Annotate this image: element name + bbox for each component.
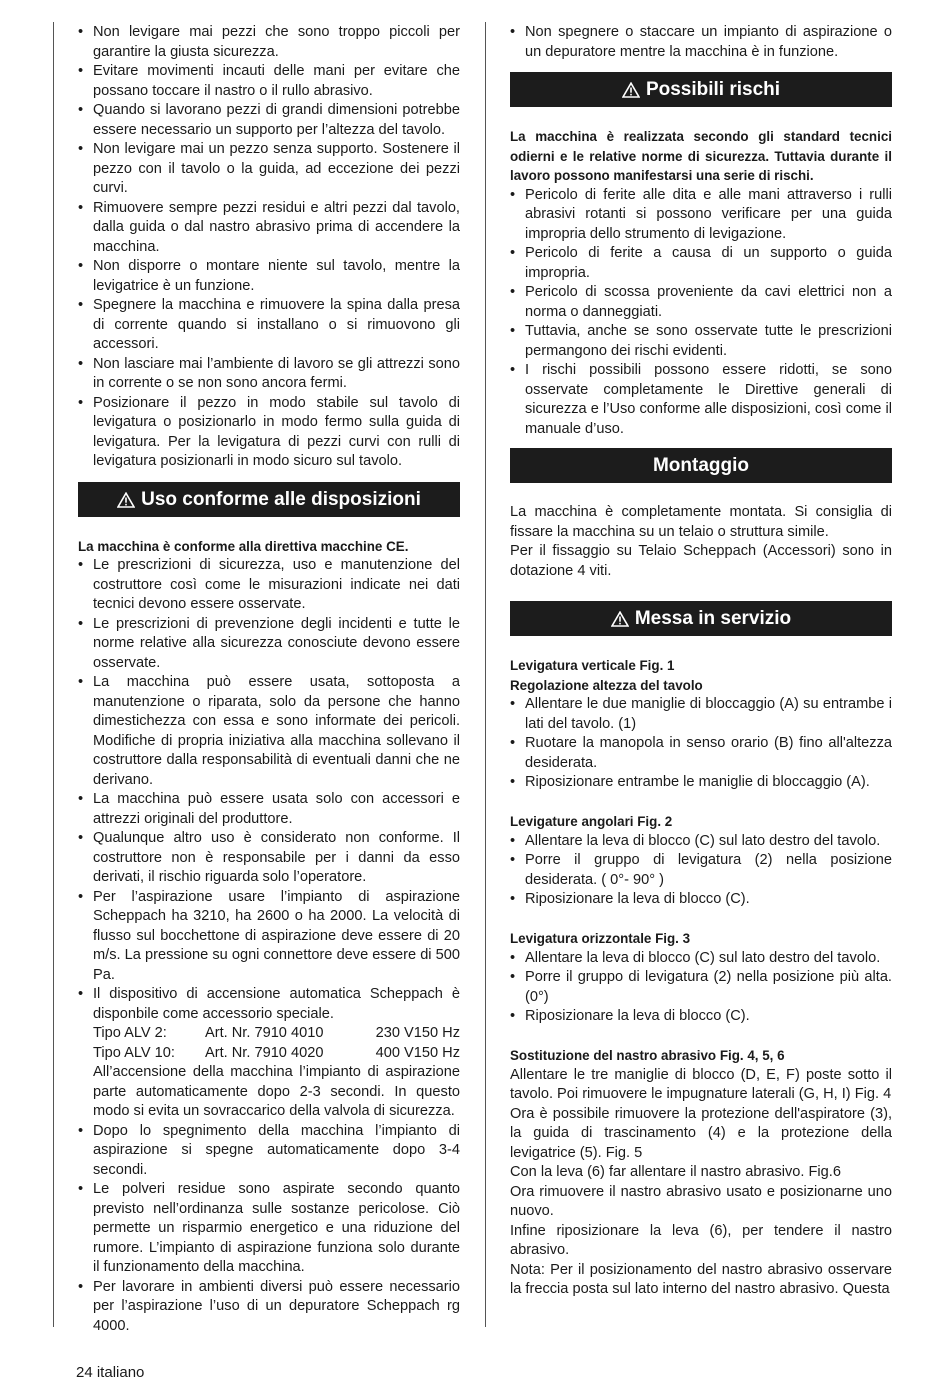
list-item: • Tuttavia, anche se sono osservate tutte le prescrizioni permangono dei rischi evidenti. (510, 322, 892, 361)
heading-uso-conforme (78, 482, 460, 517)
sostituzione-paragraph: Allentare le tre maniglie di blocco (D, E, F) poste sotto il tavolo. Poi rimuovere le impugnature laterali (G, H, I) Fig. 4 (510, 1066, 892, 1102)
list-item: • Allentare le due maniglie di bloccaggio (A) su entrambe i lati del tavolo. (1) (510, 695, 892, 734)
list-item: • Non lasciare mai l’ambiente di lavoro se gli attrezzi sono in corrente o se non sono ancora fermi. (78, 355, 460, 394)
safety-bullet-list (78, 23, 460, 472)
list-item: • Non spegnere o staccare un impianto di aspirazione o un depuratore mentre la macchina è in funzione. (510, 23, 892, 62)
warning-icon (611, 611, 629, 627)
heading-text: Messa in servizio (634, 608, 792, 629)
list-item: • Riposizionare la leva di blocco (C). (510, 1007, 892, 1027)
subsection-title: Levigatura verticale Fig. 1 (510, 658, 675, 673)
vertical-steps (510, 695, 892, 793)
column-rule-middle (485, 22, 486, 1327)
tipo-art: Art. Nr. 7910 4020 (205, 1044, 324, 1061)
list-item: • Evitare movimenti incauti delle mani per evitare che possano toccare il nastro o il rullo abrasivo. (78, 62, 460, 101)
list-item: • Le prescrizioni di sicurezza, uso e manutenzione del costruttore così come le misurazioni indicate nei dati tecnici devono essere osservate. (78, 556, 460, 615)
list-item: • Qualunque altro uso è considerato non conforme. Il costruttore non è responsabile per i danni da esso derivati, il rischio riguarda solo l’operatore. (78, 829, 460, 888)
list-item: • Ruotare la manopola in senso orario (B) fino all'altezza desiderata. (510, 734, 892, 773)
tipo-volt: 400 V150 Hz (375, 1044, 460, 1061)
list-item: • Per lavorare in ambienti diversi può essere necessario per l’aspirazione l’uso di un depuratore Scheppach rg 4000. (78, 1278, 460, 1337)
list-item (78, 985, 460, 1122)
sostituzione-paragraph: Con la leva (6) far allentare il nastro abrasivo. Fig.6 (510, 1164, 841, 1180)
heading-text: Possibili rischi (645, 79, 781, 100)
list-item: • Pericolo di ferite a causa di un supporto o guida impropria. (510, 244, 892, 283)
horizontal-steps (510, 949, 892, 1027)
list-item: • Spegnere la macchina e rimuovere la spina dalla presa di corrente quando si installano o si rimuovono gli accessori. (78, 296, 460, 355)
subsection-title: Levigatura orizzontale Fig. 3 (510, 931, 691, 946)
sostituzione-paragraph: Ora rimuovere il nastro abrasivo usato e posizionarne uno nuovo. (510, 1183, 892, 1219)
angular-steps (510, 832, 892, 910)
page-footer: 24 italiano (76, 1364, 145, 1381)
list-item: • Non levigare mai un pezzo senza supporto. Sostenere il pezzo con il tavolo o la guida, ad eccezione dei pezzi curvi. (78, 140, 460, 199)
list-item: • I rischi possibili possono essere ridotti, se sono osservate completamente le Direttive generali di sicurezza e l’Uso conforme alle disposizioni, così come il manuale d’uso. (510, 361, 892, 439)
list-item: • Non disporre o montare niente sul tavolo, mentre la levigatrice è un funzione. (78, 257, 460, 296)
tipo-name: Tipo ALV 2: (93, 1025, 167, 1041)
list-item: • Per l’aspirazione usare l’impianto di aspirazione Scheppach ha 3210, ha 2600 o ha 2000. La velocità di flusso sul bocchettone di aspirazione deve essere di 20 m/s. La pressione su ogni connettore deve essere di 500 Pa. (78, 888, 460, 986)
rischi-intro: La macchina è realizzata secondo gli standard tecnici odierni e le relative norme di sicurezza. Tuttavia durante il lavoro possono manifestarsi una serie di rischi. (510, 129, 892, 183)
montaggio-paragraph: Per il fissaggio su Telaio Scheppach (Accessori) sono in dotazione 4 viti. (510, 543, 892, 579)
list-item: • Dopo lo spegnimento della macchina l’impianto di aspirazione si spegne automaticamente dopo 3-4 secondi. (78, 1122, 460, 1181)
top-bullet-list (510, 23, 892, 62)
subsection-title: Levigature angolari Fig. 2 (510, 814, 673, 829)
list-item: • Pericolo di ferite alle dita e alle mani attraverso i rulli abrasivi rotanti si possono verificare per una guida impropria dello strumento di levigazione. (510, 186, 892, 245)
tipo-art: Art. Nr. 7910 4010 (205, 1025, 324, 1041)
list-item: • Allentare la leva di blocco (C) sul lato destro del tavolo. (510, 949, 892, 969)
list-item: • Allentare la leva di blocco (C) sul lato destro del tavolo. (510, 832, 892, 852)
left-column (78, 23, 460, 1336)
rischi-bullet-list (510, 186, 892, 440)
sostituzione-paragraph: Ora è possibile rimuovere la protezione dell'aspiratore (3), la guida di trascinamento (4) e la protezione della levigatrice (5). Fig. 5 (510, 1105, 892, 1161)
list-item: • Riposizionare entrambe le maniglie di bloccaggio (A). (510, 773, 892, 793)
column-rule-left (53, 22, 54, 1327)
accensione-after: All’accensione della macchina l’impianto di aspirazione parte automaticamente dopo 2-3 secondi. In questo modo si evita un sovraccarico della valvola di sicurezza. (93, 1064, 460, 1119)
tipo-volt: 230 V150 Hz (375, 1025, 460, 1041)
accensione-text: • Il dispositivo di accensione automatica Scheppach è disponbile come accessorio speciale. (93, 986, 460, 1022)
sostituzione-paragraph: Infine riposizionare la leva (6), per tendere il nastro abrasivo. (510, 1222, 892, 1258)
list-item: • La macchina può essere usata, sottoposta a manutenzione o riparata, solo da persone che hanno dimestichezza con essa e sono informate dei pericoli. Modifiche di propria iniziativa alla macchina sollevano il costruttore dalla responsabilità di eventuali danni che ne derivano. (78, 673, 460, 790)
heading-text: Montaggio (652, 455, 750, 476)
list-item: • Non levigare mai pezzi che sono troppo piccoli per garantire la giusta sicurezza. (78, 23, 460, 62)
tipo-name: Tipo ALV 10: (93, 1044, 175, 1061)
uso-intro: La macchina è conforme alla direttiva macchine CE. (78, 538, 409, 554)
list-item: • Rimuovere sempre pezzi residui e altri pezzi dal tavolo, dalla guida o dal nastro abrasivo prima di accendere la macchina. (78, 199, 460, 258)
montaggio-paragraph: La macchina è completamente montata. Si consiglia di fissare la macchina su un telaio o struttura simile. (510, 504, 892, 540)
list-item: • Riposizionare la leva di blocco (C). (510, 890, 892, 910)
uso-bullet-list (78, 556, 460, 1336)
list-item: • Quando si lavorano pezzi di grandi dimensioni potrebbe essere necessario un supporto per l’altezza del tavolo. (78, 101, 460, 140)
list-item: • Pericolo di scossa proveniente da cavi elettrici non a norma o danneggiati. (510, 283, 892, 322)
heading-montaggio (510, 448, 892, 483)
tipo-row (93, 1044, 460, 1064)
subsection-title: Sostituzione del nastro abrasivo Fig. 4, 5, 6 (510, 1048, 785, 1063)
list-item: • Posizionare il pezzo in modo stabile sul tavolo di levigatura o posizionarlo in modo fermo sulla guida di levigatura. Per la levigatura di pezzi curvi con rulli di levigatura posizionarli in modo sicuro sul tavolo. (78, 394, 460, 472)
right-column (510, 23, 892, 1300)
list-item: • Porre il gruppo di levigatura (2) nella posizione più alta.(0°) (510, 968, 892, 1007)
heading-messa-in-servizio (510, 601, 892, 636)
list-item: • Le prescrizioni di prevenzione degli incidenti e tutte le norme relative alla sicurezza conosciute devono essere osservate. (78, 615, 460, 674)
tipo-row (93, 1024, 460, 1044)
list-item: • La macchina può essere usata solo con accessori e attrezzi originali del produttore. (78, 790, 460, 829)
sostituzione-paragraph: Nota: Per il posizionamento del nastro abrasivo osservare la freccia posta sul lato interno del nastro abrasivo. Questa (510, 1261, 892, 1297)
list-item: • Porre il gruppo di levigatura (2) nella posizione desiderata. ( 0°- 90° ) (510, 851, 892, 890)
warning-icon (622, 82, 640, 98)
subsection-subtitle: Regolazione altezza del tavolo (510, 677, 703, 693)
heading-possibili-rischi (510, 72, 892, 107)
list-item: • Le polveri residue sono aspirate secondo quanto previsto nell’ordinanza sulle sostanze pericolose. Ciò permette un risparmio energetico e una riduzione del rumore. L’impianto di aspirazione funziona solo durante il funzionamento della macchina. (78, 1180, 460, 1278)
heading-text: Uso conforme alle disposizioni (141, 488, 421, 510)
warning-icon (117, 492, 135, 508)
